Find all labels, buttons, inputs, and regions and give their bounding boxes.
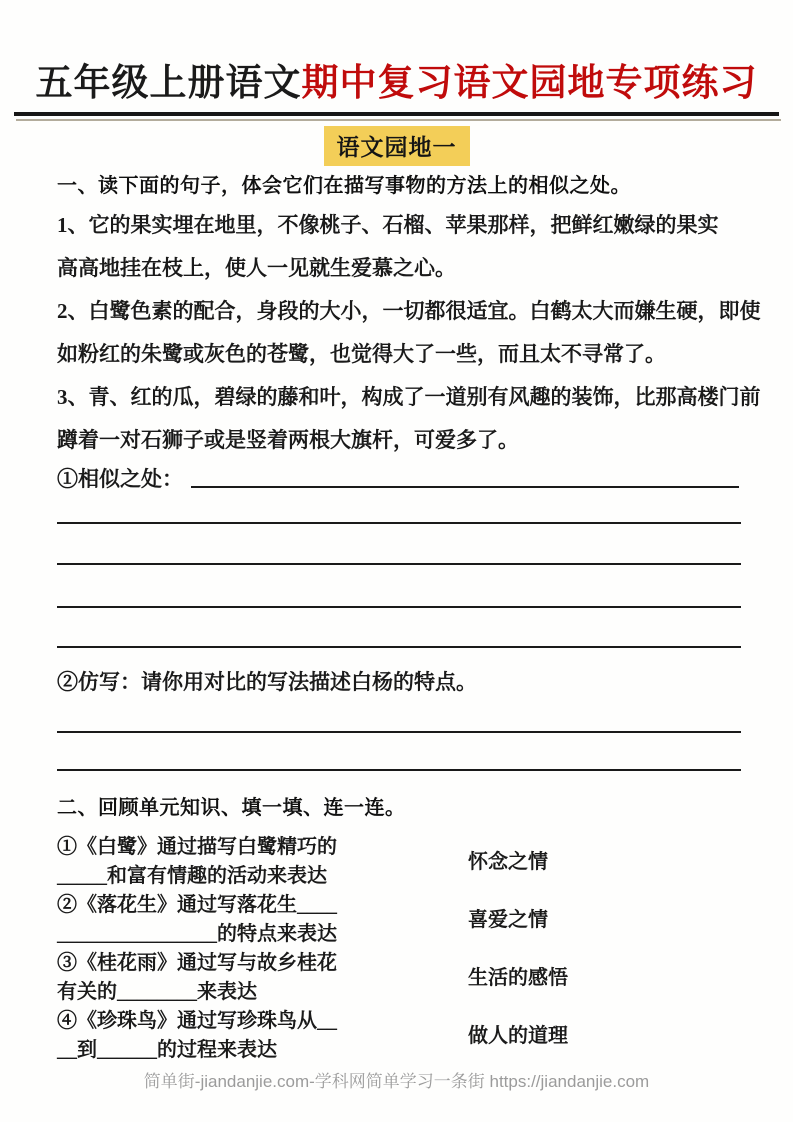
page-title: [0, 52, 793, 106]
fill-in-line: ________________的特点来表达: [57, 923, 337, 945]
section2-fill-in-items: [57, 833, 461, 1065]
answer-blank-line: [57, 606, 741, 608]
sentence-line: 2、白鹭色素的配合，身段的大小，一切都很适宜。白鹤太大而嫌生硬，即使: [57, 299, 761, 323]
title-divider-line: [14, 112, 779, 116]
fill-in-line: ①《白鹭》通过描写白鹭精巧的: [57, 836, 337, 858]
match-option: 做人的道理: [468, 1025, 568, 1047]
question2-label: ②仿写：请你用对比的写法描述白杨的特点。: [57, 670, 477, 694]
footer-watermark: 简单街-jiandanjie.com-学科网简单学习一条街 https://jiandanjie.com: [143, 1072, 650, 1091]
fill-in-line: 有关的________来表达: [57, 981, 257, 1003]
sentence-line: 3、青、红的瓜，碧绿的藤和叶，构成了一道别有风趣的装饰，比那高楼门前: [57, 385, 761, 409]
fill-in-line: ④《珍珠鸟》通过写珍珠鸟从__: [57, 1010, 337, 1032]
fill-in-line: _____和富有情趣的活动来表达: [57, 865, 327, 887]
fill-in-line: ②《落花生》通过写落花生____: [57, 894, 337, 916]
question1-row: [57, 463, 741, 493]
section1-heading: 一、读下面的句子，体会它们在描写事物的方法上的相似之处。: [57, 175, 631, 197]
match-option: 怀念之情: [468, 851, 548, 873]
question1-label: ①相似之处：: [57, 467, 183, 491]
fill-in-line: ③《桂花雨》通过写与故乡桂花: [57, 952, 337, 974]
sentence-line: 蹲着一对石狮子或是竖着两根大旗杆，可爱多了。: [57, 428, 519, 452]
title-divider-shadow-line: [16, 119, 781, 121]
match-option: 喜爱之情: [468, 909, 548, 931]
page-title-black-part: 五年级上册语文: [35, 63, 302, 104]
page-title-red-part: 期中复习语文园地专项练习: [301, 63, 758, 104]
answer-blank-line: [57, 522, 741, 524]
section2-heading: 二、回顾单元知识、填一填、连一连。: [57, 797, 406, 819]
sentence-line: 如粉红的朱鹭或灰色的苍鹭，也觉得大了一些，而且太不寻常了。: [57, 342, 666, 366]
answer-blank-line: [191, 486, 739, 488]
match-option: 生活的感悟: [468, 967, 568, 989]
sentence-line: 高高地挂在枝上，使人一见就生爱慕之心。: [57, 256, 456, 280]
section1-sentences: [57, 204, 761, 462]
section-badge: 语文园地一: [324, 126, 470, 166]
sentence-line: 1、它的果实埋在地里，不像桃子、石榴、苹果那样，把鲜红嫩绿的果实: [57, 213, 719, 237]
answer-blank-line: [57, 563, 741, 565]
answer-blank-line: [57, 646, 741, 648]
answer-blank-line: [57, 731, 741, 733]
answer-blank-line: [57, 769, 741, 771]
fill-in-line: __到______的过程来表达: [57, 1039, 277, 1061]
